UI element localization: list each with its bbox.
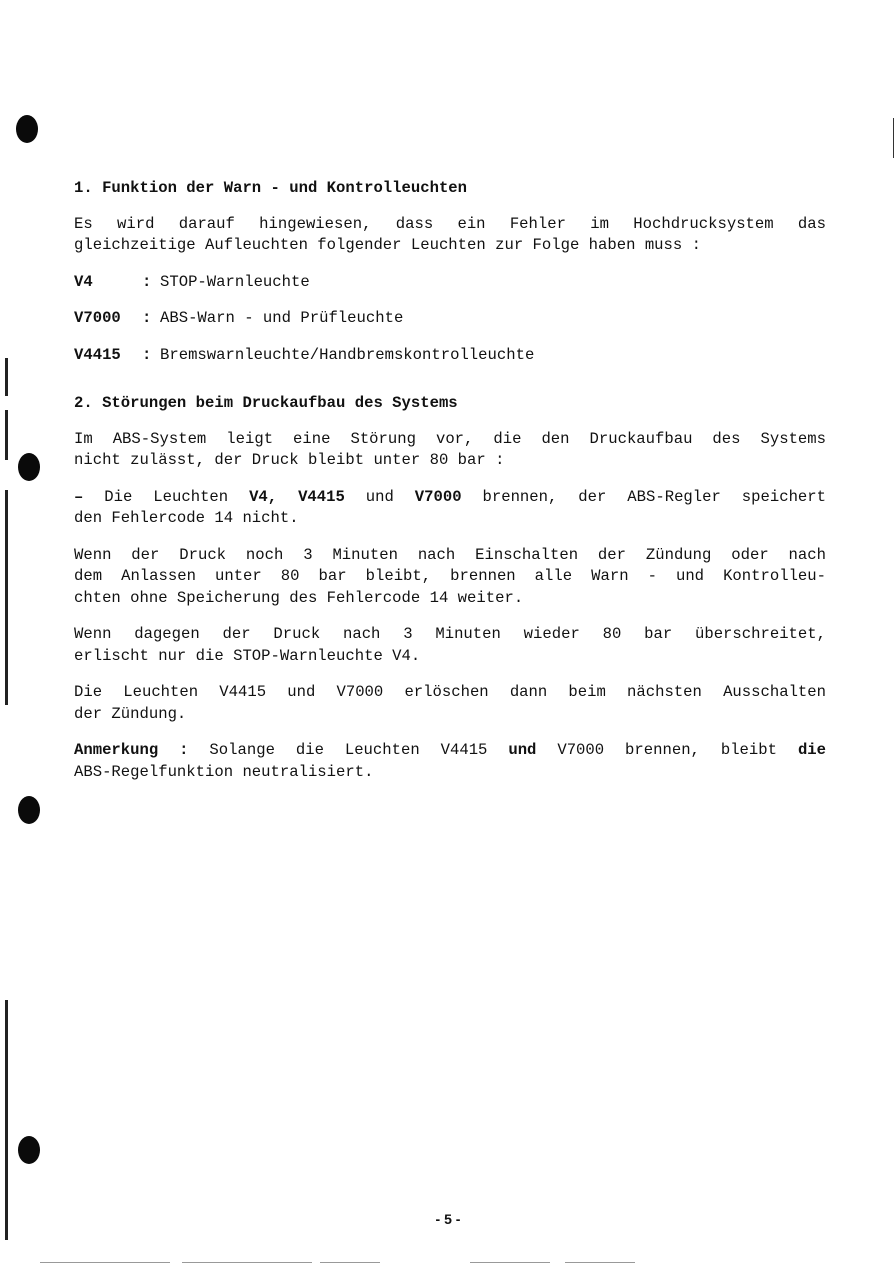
section2-p2-line1 xyxy=(74,487,826,509)
note-text-und: und xyxy=(508,741,537,759)
code-v7000: V7000 xyxy=(414,487,462,506)
lamp-row-v7000 xyxy=(74,308,826,330)
section2-note xyxy=(74,740,826,783)
note-text-a: Solange die Leuchten V4415 xyxy=(209,741,488,759)
lamp-row-v4415 xyxy=(74,345,826,367)
bottom-scan-line-3 xyxy=(320,1262,380,1263)
lamp-label: STOP-Warnleuchte xyxy=(160,272,310,291)
bottom-scan-line-5 xyxy=(565,1262,635,1263)
note-text-b: V7000 brennen, bleibt xyxy=(557,741,777,759)
p2-text-und: und xyxy=(365,487,394,506)
punch-hole-4 xyxy=(18,1136,40,1164)
code-v4415: V4415 xyxy=(298,487,345,506)
punch-hole-1 xyxy=(16,115,38,143)
lamp-row-v4 xyxy=(74,272,826,294)
code-v4: V4, xyxy=(249,487,278,506)
bottom-scan-line-2 xyxy=(182,1262,312,1263)
section2-paragraph-1 xyxy=(74,429,826,472)
section1-intro xyxy=(74,214,826,257)
lamp-label: ABS-Warn - und Prüfleuchte xyxy=(160,309,404,327)
lamp-separator: : xyxy=(142,272,152,291)
section2-note-line2: ABS-Regelfunktion neutralisiert. xyxy=(74,762,374,781)
section2-paragraph-4 xyxy=(74,624,826,667)
lamp-code: V4 xyxy=(74,272,93,291)
section2-p4-line1: Wenn dagegen der Druck nach 3 Minuten wieder 80 bar überschreitet, xyxy=(74,625,826,643)
lamp-code: V4415 xyxy=(74,345,121,364)
lamp-code: V7000 xyxy=(74,309,121,327)
scan-margin-line-4 xyxy=(5,1000,8,1240)
punch-hole-2 xyxy=(18,453,40,481)
p2-text-b: brennen, der ABS-Regler speichert xyxy=(482,487,826,506)
document-body xyxy=(74,178,826,783)
note-text-die: die xyxy=(797,741,827,759)
section2-p3-line1: Wenn der Druck noch 3 Minuten nach Einschalten der Zündung oder nach xyxy=(74,545,826,564)
section2-note-line1 xyxy=(74,740,826,762)
lamp-separator: : xyxy=(142,345,152,364)
scan-margin-line-3 xyxy=(5,490,8,705)
list-dash: – xyxy=(74,487,84,506)
punch-hole-3 xyxy=(18,796,40,824)
page-number: - 5 - xyxy=(435,1211,461,1227)
scan-margin-line-2 xyxy=(5,410,8,460)
section2-p1-line1: Im ABS-System leigt eine Störung vor, die den Druckaufbau des Systems xyxy=(74,429,826,448)
note-label: Anmerkung : xyxy=(74,741,189,759)
section2-paragraph-5 xyxy=(74,682,826,725)
bottom-scan-line-4 xyxy=(470,1262,550,1263)
section2-p4-line2: erlischt nur die STOP-Warnleuchte V4. xyxy=(74,646,421,665)
section2-p5-line1: Die Leuchten V4415 und V7000 erlöschen dann beim nächsten Ausschalten xyxy=(74,683,826,701)
section2-p1-line2: nicht zulässt, der Druck bleibt unter 80 bar : xyxy=(74,451,505,469)
section2-heading: 2. Störungen beim Druckaufbau des Systems xyxy=(74,394,458,412)
lamp-separator: : xyxy=(142,309,152,327)
section2-p2-line2: den Fehlercode 14 nicht. xyxy=(74,509,299,527)
section1-heading: 1. Funktion der Warn - und Kontrolleuchten xyxy=(74,179,468,197)
section2-paragraph-2 xyxy=(74,487,826,530)
lamp-label: Bremswarnleuchte/Handbremskontrolleuchte xyxy=(160,345,535,364)
scan-margin-line-1 xyxy=(5,358,8,396)
section1-intro-line1: Es wird darauf hingewiesen, dass ein Fehler im Hochdrucksystem das xyxy=(74,214,826,233)
scan-right-edge xyxy=(893,118,894,158)
section2-paragraph-3 xyxy=(74,545,826,610)
section2-p5-line2: der Zündung. xyxy=(74,704,187,723)
bottom-scan-line-1 xyxy=(40,1262,170,1263)
section2-p3-line3: chten ohne Speicherung des Fehlercode 14 weiter. xyxy=(74,588,524,607)
section1-intro-line2: gleichzeitige Aufleuchten folgender Leuchten zur Folge haben muss : xyxy=(74,236,701,254)
p2-text-a: Die Leuchten xyxy=(104,487,229,506)
section2-p3-line2: dem Anlassen unter 80 bar bleibt, brennen alle Warn - und Kontrolleu- xyxy=(74,567,826,585)
